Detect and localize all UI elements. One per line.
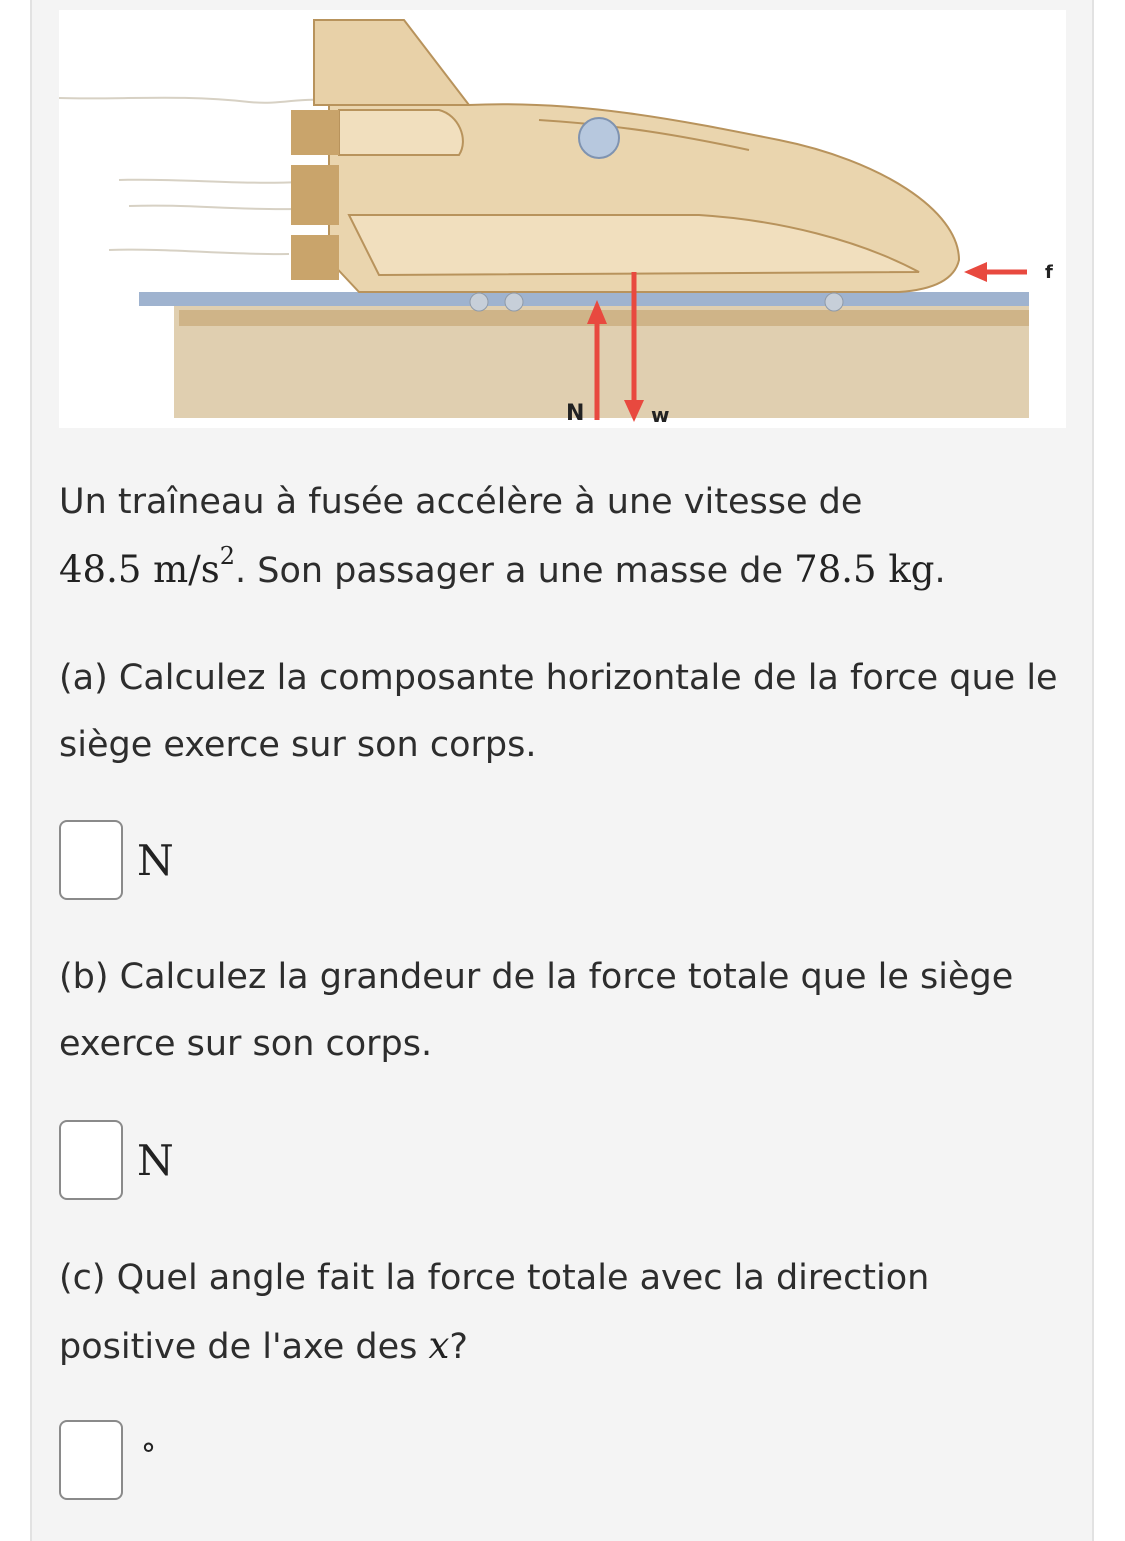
answer-row-a [59,818,174,902]
answer-row-c [59,1418,156,1502]
intro-line: Un traîneau à fusée accélère à une vitesse de [59,482,863,522]
mass-value: 78.5 kg [794,548,935,591]
answer-input-b[interactable] [59,1120,123,1200]
answer-row-b [59,1118,174,1202]
rail [139,292,1029,306]
friction-label: f [1045,262,1053,283]
answer-input-c[interactable] [59,1420,123,1500]
question-b: (b) Calculez la grandeur de la force totale que le siège exerce sur son corps. [59,957,1014,1064]
unit-b: N [137,1135,174,1185]
sled-body [291,20,959,292]
rocket-sled-illustration [59,10,1066,428]
weight-label: w [651,403,670,427]
normal-force-label: N [566,401,585,426]
problem-statement: Un traîneau à fusée accélère à une vitesse de 48.5 $m/s^2$. Son passager a une masse de 78.5 kg. [59,482,946,591]
question-a: (a) Calculez la composante horizontale de la force que le siège exerce sur son corps. [59,658,1058,765]
x-variable: x [428,1324,450,1367]
question-c: (c) Quel angle fait la force totale avec la direction positive de l'axe des x? [59,1258,930,1367]
answer-input-a[interactable] [59,820,123,900]
friction-arrow [964,262,1027,282]
passenger-helmet [579,118,619,158]
unit-a: N [137,835,174,885]
degree-unit: ° [141,1437,156,1473]
rocket-sled-figure [59,10,1066,428]
acceleration-value: 48.5 $m/s^2$ [59,542,235,591]
